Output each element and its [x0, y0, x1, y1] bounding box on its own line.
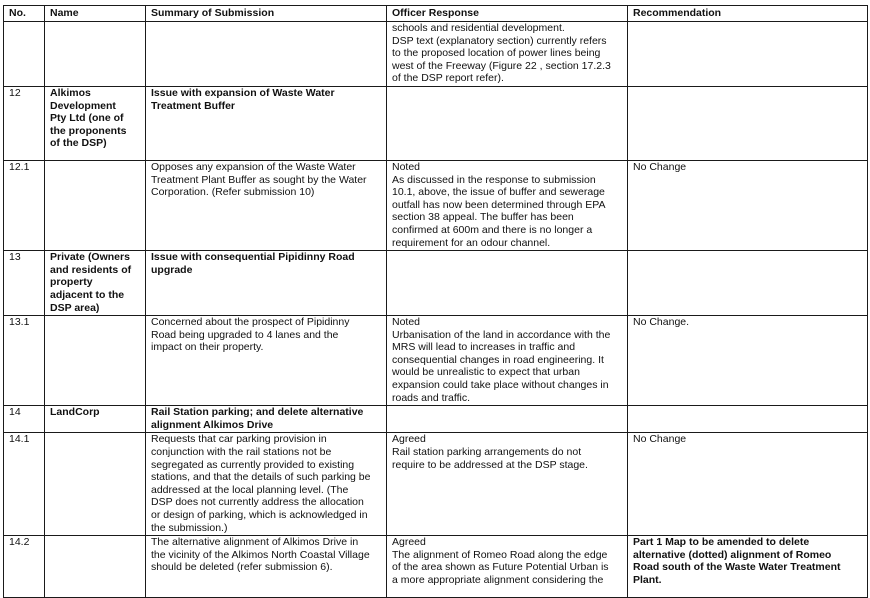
recommendation-cell	[628, 22, 868, 87]
submission-summary-line: the submission.)	[151, 521, 228, 534]
officer-response-line: outfall has now been determined through EPA	[392, 198, 606, 211]
officer-response-line: Agreed	[392, 536, 426, 549]
table-body	[4, 22, 868, 598]
submitter-name-line: Alkimos	[50, 86, 91, 99]
submission-number: 13	[4, 251, 45, 316]
submission-summary-line: Treatment Plant Buffer as sought by the Water	[151, 173, 367, 186]
submission-number: 14	[4, 406, 45, 433]
submission-summary-cell	[146, 22, 387, 87]
submitter-name-line: Private (Owners	[50, 251, 130, 264]
submitter-name-line: adjacent to the	[50, 288, 125, 301]
submission-summary-cell	[146, 251, 387, 316]
officer-response-line: MRS will lead to increases in traffic and	[392, 341, 576, 354]
recommendation-line: Road south of the Waste Water Treatment	[633, 561, 841, 574]
table-row	[4, 86, 868, 160]
submission-number: 14.2	[4, 536, 45, 598]
submission-summary-line: impact on their property.	[151, 341, 264, 354]
officer-response-line: Urbanisation of the land in accordance with the	[392, 328, 611, 341]
recommendation-cell	[628, 406, 868, 433]
recommendation-line: Part 1 Map to be amended to delete	[633, 536, 810, 549]
submission-summary-line: Concerned about the prospect of Pipidinny	[151, 316, 350, 329]
submitter-name-cell	[45, 22, 146, 87]
submitter-name-line: the proponents	[50, 124, 127, 137]
officer-response-line: 10.1, above, the issue of buffer and sewerage	[392, 186, 605, 199]
submission-summary-line: addressed at the local planning level. (The	[151, 483, 349, 496]
submission-summary-line: the vicinity of the Alkimos North Coastal Village	[151, 548, 370, 561]
officer-response-line: Rail station parking arrangements do not	[392, 446, 582, 459]
recommendation-cell	[628, 160, 868, 250]
submission-summary-line: Treatment Buffer	[151, 99, 236, 112]
officer-response-line: require to be addressed at the DSP stage.	[392, 458, 588, 471]
submission-summary-line: conjunction with the rail stations not be	[151, 446, 332, 459]
officer-response-cell	[387, 433, 628, 536]
officer-response-line: to the proposed location of power lines being	[392, 47, 601, 60]
submitter-name-line: DSP area)	[50, 301, 100, 314]
submission-summary-line: Issue with expansion of Waste Water	[151, 86, 335, 99]
submissions-page	[3, 5, 867, 598]
officer-response-line: expansion could take place without changes in	[392, 379, 609, 392]
table-row	[4, 536, 868, 598]
submission-summary-line: DSP does not currently address the allocation	[151, 496, 364, 509]
table-row	[4, 22, 868, 87]
submission-summary-line: Rail Station parking; and delete alternative	[151, 406, 364, 419]
header-recommendation: Recommendation	[628, 6, 868, 22]
officer-response-line: consequential changes in road engineering. It	[392, 353, 604, 366]
header-no: No.	[4, 6, 45, 22]
officer-response-line: The alignment of Romeo Road along the edge	[392, 548, 608, 561]
officer-response-line: a more appropriate alignment considering the	[392, 573, 604, 586]
submitter-name-cell	[45, 433, 146, 536]
recommendation-line: No Change.	[633, 316, 690, 329]
recommendation-cell	[628, 536, 868, 598]
submitter-name-cell	[45, 406, 146, 433]
officer-response-cell	[387, 251, 628, 316]
officer-response-cell	[387, 316, 628, 406]
header-summary: Summary of Submission	[146, 6, 387, 22]
officer-response-line: Noted	[392, 316, 421, 329]
submission-summary-cell	[146, 536, 387, 598]
header-name: Name	[45, 6, 146, 22]
submission-summary-cell	[146, 316, 387, 406]
recommendation-line: No Change	[633, 160, 687, 173]
officer-response-line: Agreed	[392, 433, 426, 446]
submission-summary-line: upgrade	[151, 263, 193, 276]
officer-response-line: of the DSP report refer).	[392, 72, 504, 85]
submission-summary-line: should be deleted (refer submission 6).	[151, 561, 333, 574]
submitter-name-cell	[45, 86, 146, 160]
submission-number: 12	[4, 86, 45, 160]
officer-response-line: schools and residential development.	[392, 22, 565, 34]
officer-response-line: confirmed at 600m and there is no longer a	[392, 223, 593, 236]
submission-summary-line: Opposes any expansion of the Waste Water	[151, 160, 356, 173]
table-row	[4, 251, 868, 316]
submission-summary-cell	[146, 406, 387, 433]
submission-summary-line: segregated as currently provided to existing	[151, 458, 355, 471]
submission-summary-line: Corporation. (Refer submission 10)	[151, 186, 315, 199]
table-row	[4, 406, 868, 433]
submission-number: 14.1	[4, 433, 45, 536]
submitter-name-line: Pty Ltd (one of	[50, 112, 124, 125]
submission-summary-cell	[146, 160, 387, 250]
officer-response-line: roads and traffic.	[392, 391, 471, 404]
officer-response-line: west of the Freeway (Figure 22 , section 17.2.3	[392, 59, 611, 72]
submitter-name-cell	[45, 160, 146, 250]
submission-summary-line: or design of parking, which is acknowledged in	[151, 509, 368, 521]
table-row	[4, 316, 868, 406]
submission-summary-line: alignment Alkimos Drive	[151, 418, 274, 431]
submission-summary-cell	[146, 86, 387, 160]
officer-response-line: of the area shown as Future Potential Urban is	[392, 561, 609, 574]
submitter-name-line: and residents of	[50, 263, 132, 276]
submission-summary-line: Requests that car parking provision in	[151, 433, 327, 446]
submission-number	[4, 22, 45, 87]
submission-summary-line: Issue with consequential Pipidinny Road	[151, 251, 355, 264]
submitter-name-line: property	[50, 276, 93, 289]
officer-response-line: As discussed in the response to submission	[392, 173, 596, 186]
recommendation-cell	[628, 433, 868, 536]
submission-summary-line: The alternative alignment of Alkimos Drive in	[151, 536, 359, 549]
submitter-name-line: Development	[50, 99, 116, 112]
recommendation-cell	[628, 251, 868, 316]
submitter-name-line: of the DSP)	[50, 137, 107, 150]
submissions-table	[3, 5, 868, 598]
submitter-name-cell	[45, 251, 146, 316]
officer-response-cell	[387, 22, 628, 87]
submission-number: 12.1	[4, 160, 45, 250]
table-row	[4, 160, 868, 250]
submission-summary-line: stations, and that the details of such parking be	[151, 471, 371, 484]
submission-summary-line: Road being upgraded to 4 lanes and the	[151, 328, 339, 341]
officer-response-cell	[387, 86, 628, 160]
recommendation-cell	[628, 86, 868, 160]
recommendation-line: Plant.	[633, 573, 662, 586]
submission-summary-cell	[146, 433, 387, 536]
officer-response-line: would be unrealistic to expect that urban	[392, 366, 580, 379]
officer-response-line: Noted	[392, 160, 421, 173]
officer-response-line: requirement for an odour channel.	[392, 236, 551, 249]
header-officer-response: Officer Response	[387, 6, 628, 22]
submitter-name-line: LandCorp	[50, 406, 100, 419]
recommendation-cell	[628, 316, 868, 406]
table-row	[4, 433, 868, 536]
table-header-row	[4, 6, 868, 22]
recommendation-line: alternative (dotted) alignment of Romeo	[633, 548, 832, 561]
officer-response-line: section 38 appeal. The buffer has been	[392, 211, 574, 224]
recommendation-line: No Change	[633, 433, 687, 446]
officer-response-cell	[387, 160, 628, 250]
submitter-name-cell	[45, 316, 146, 406]
officer-response-line: DSP text (explanatory section) currently refers	[392, 34, 607, 47]
officer-response-cell	[387, 406, 628, 433]
officer-response-cell	[387, 536, 628, 598]
submitter-name-cell	[45, 536, 146, 598]
submission-number: 13.1	[4, 316, 45, 406]
